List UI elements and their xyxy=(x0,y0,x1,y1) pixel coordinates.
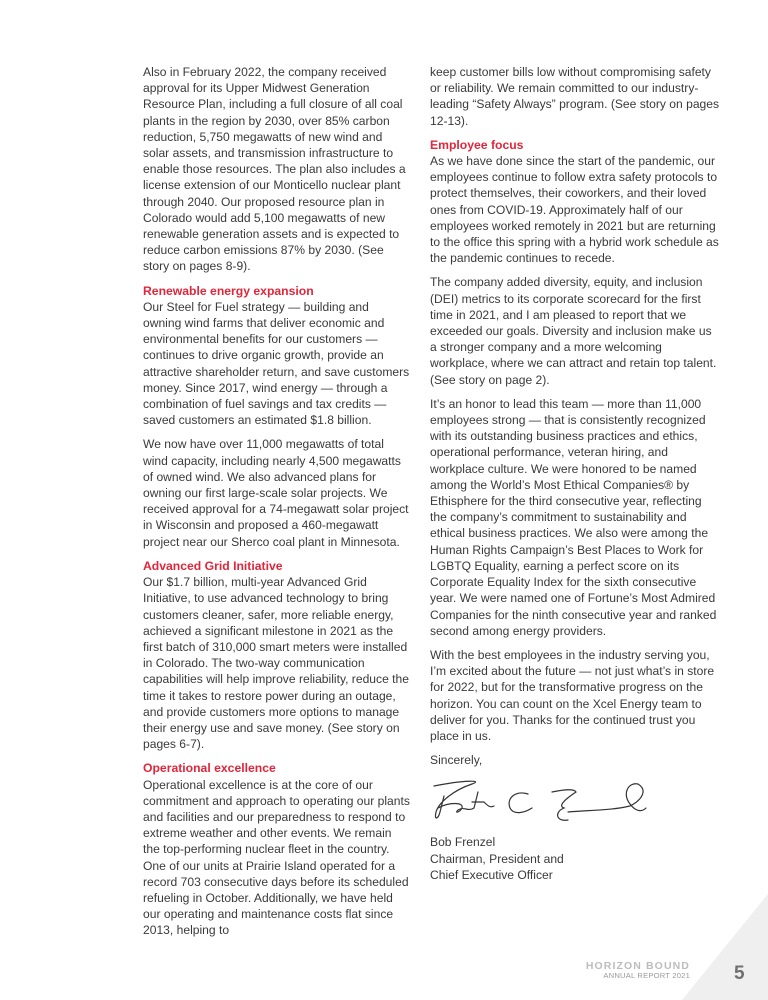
signer-title-line2: Chief Executive Officer xyxy=(430,867,553,882)
signer-name: Bob Frenzel xyxy=(430,835,496,850)
paragraph: The company added diversity, equity, and inclusion (DEI) metrics to its corporate scorecard for the first time in 2021, and I am pleased to report that we exceeded our goals. Diversity and inclusion make us a stronger company and a more welcoming workplace, where we can attract and retain top talent. (See story on page 2). xyxy=(430,275,717,387)
paragraph: It’s an honor to lead this team — more than 11,000 employees strong — that is consistently recognized with its outstanding business practices and ethics, operational performance, veteran hiring, and workplace culture. We were honored to be named among the World’s Most Ethical Companies® by Ethisphere for the third consecutive year, reflecting the company’s commitment to sustainability and ethical business practices. We also were among the Human Rights Campaign’s Best Places to Work for LGBTQ Equality, earning a perfect score on its Corporate Equality Index for the sixth consecutive year. We were named one of Fortune’s Most Admired Companies for the ninth consecutive year and ranked second among energy providers. xyxy=(430,396,717,638)
continuation-paragraph: keep customer bills low without compromising safety or reliability. We remain committed to our industry-leading “Safety Always” program. (See story on pages 12-13). xyxy=(430,65,720,128)
section-advanced-grid xyxy=(143,558,410,752)
paragraph: As we have done since the start of the pandemic, our employees continue to follow extra safety protocols to protect themselves, their coworkers, and their loved ones from COVID-19. Approximately half of our employees worked remotely in 2021 but are returning to the office this spring with a hybrid work schedule as the pandemic continues to recede. xyxy=(430,154,719,266)
paragraph: Our Steel for Fuel strategy — building and owning wind farms that deliver economic and environmental benefits for our customers — continues to drive organic growth, provide an attractive shareholder return, and save customers money. Since 2017, wind energy — through a combination of fuel savings and tax credits — saved customers an estimated $1.8 billion. xyxy=(143,299,410,428)
left-column xyxy=(143,64,410,947)
signature-icon xyxy=(424,772,654,832)
section-heading: Employee focus xyxy=(430,137,524,152)
sign-off xyxy=(430,752,720,883)
section-heading: Operational excellence xyxy=(143,761,276,776)
right-column xyxy=(430,64,720,883)
section-heading: Renewable energy expansion xyxy=(143,283,314,298)
paragraph: Operational excellence is at the core of our commitment and approach to operating our plants and facilities and our preparedness to respond to extreme weather and other events. We remain the top-performing nuclear fleet in the country. One of our units at Prairie Island operated for a record 703 consecutive days before its scheduled refueling in October. Additionally, we have held our operating and maintenance costs flat since 2013, helping to xyxy=(143,777,410,938)
section-operational-excellence xyxy=(143,760,410,938)
section-renewable-energy xyxy=(143,283,410,550)
corner-decoration xyxy=(682,894,768,1000)
closing-text: Sincerely, xyxy=(430,753,483,768)
intro-paragraph: Also in February 2022, the company received approval for its Upper Midwest Generation Resource Plan, including a full closure of all coal plants in the region by 2030, over 85% carbon reduction, 5,750 megawatts of new wind and solar assets, and transmission infrastructure to enable those resources. The plan also includes a license extension of our Monticello nuclear plant through 2040. Our proposed resource plan in Colorado would add 5,100 megawatts of new renewable generation assets and is expected to reduce carbon emissions 87% by 2030. (See story on pages 8-9). xyxy=(143,65,406,274)
paragraph: With the best employees in the industry serving you, I’m excited about the future — not just what’s in store for 2022, but for the transformative progress on the horizon. You can count on the Xcel Energy team to deliver for you. Thanks for the continued trust you place in us. xyxy=(430,647,715,743)
section-employee-focus xyxy=(430,137,720,744)
footer-brand: HORIZON BOUND xyxy=(585,960,690,972)
paragraph: We now have over 11,000 megawatts of total wind capacity, including nearly 4,500 megawatts of owned wind. We also advanced plans for owning our first large-scale solar projects. We received approval for a 74-megawatt solar project in Wisconsin and proposed a 460-megawatt project near our Sherco coal plant in Minnesota. xyxy=(143,437,409,549)
paragraph: Our $1.7 billion, multi-year Advanced Grid Initiative, to use advanced technology to bring customers cleaner, safer, more reliable energy, achieved a significant milestone in 2021 as the first batch of 310,000 smart meters were installed in Colorado. The two-way communication capabilities will help improve reliability, reduce the time it takes to restore power during an outage, and provide customers more options to manage their energy use and save money. (See story on pages 6-7). xyxy=(143,575,409,752)
page-number: 5 xyxy=(734,963,745,984)
signer-title-line1: Chairman, President and xyxy=(430,851,564,866)
section-heading: Advanced Grid Initiative xyxy=(143,558,283,573)
footer-report-label: ANNUAL REPORT 2021 xyxy=(603,971,690,980)
